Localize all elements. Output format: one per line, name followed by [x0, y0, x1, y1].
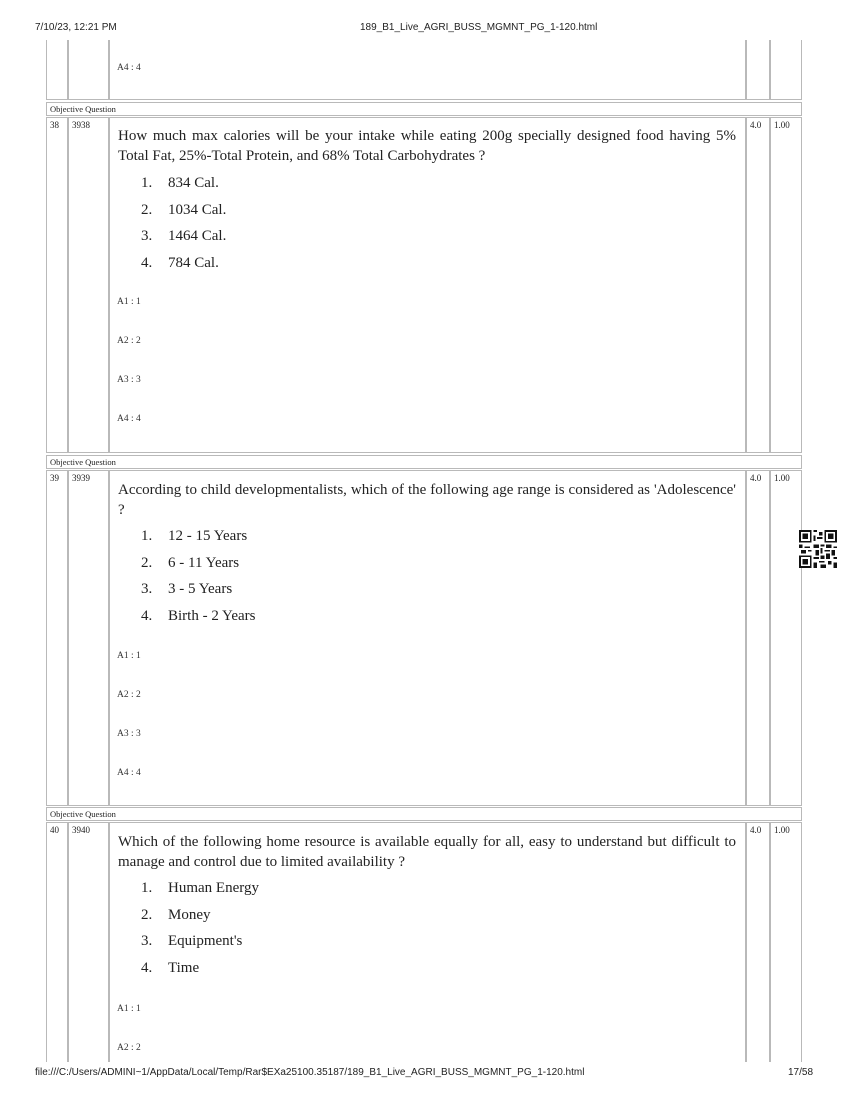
answer-key: A4 : 4 — [117, 414, 141, 424]
question-id: 3938 — [68, 117, 109, 453]
answer-key: A3 : 3 — [117, 375, 141, 385]
question-serial-number: 40 — [46, 822, 68, 1062]
carry-over-content-cell — [109, 40, 746, 100]
carry-over-negative-cell — [770, 40, 802, 100]
option-list — [141, 878, 259, 985]
question-marks: 4.0 — [746, 470, 770, 806]
carry-over-qid-cell — [68, 40, 109, 100]
answer-key: A1 : 1 — [117, 1004, 141, 1014]
option-item: 3. 3 - 5 Years — [141, 581, 233, 598]
question-type-label: Objective Question — [46, 807, 802, 821]
option-item: 4. 784 Cal. — [141, 255, 219, 272]
question-type-label: Objective Question — [46, 455, 802, 469]
answer-key: A1 : 1 — [117, 651, 141, 661]
option-item: 3. 1464 Cal. — [141, 228, 227, 245]
print-file-path: file:///C:/Users/ADMINI~1/AppData/Local/Temp/Rar$EXa25100.35187/189_B1_Live_AGRI_BUSS_MGMNT_PG_1-120.html — [35, 1067, 585, 1078]
question-negative-marks: 1.00 — [770, 822, 802, 1062]
question-serial-number: 38 — [46, 117, 68, 453]
option-item: 4. Time — [141, 960, 200, 977]
print-page-number: 17/58 — [788, 1067, 814, 1078]
option-item: 1. Human Energy — [141, 880, 259, 896]
question-serial-number: 39 — [46, 470, 68, 806]
option-list — [141, 173, 226, 280]
qr-code-icon — [799, 530, 837, 568]
answer-key: A1 : 1 — [117, 297, 141, 307]
option-item: 2. 6 - 11 Years — [141, 554, 240, 571]
question-type-label: Objective Question — [46, 102, 802, 116]
question-marks: 4.0 — [746, 822, 770, 1062]
question-content-cell — [109, 117, 746, 453]
question-id: 3940 — [68, 822, 109, 1062]
option-item: 2. 1034 Cal. — [141, 201, 227, 218]
question-text: How much max calories will be your intake while eating 200g specially designed food having 5% Total Fat, 25%-Total Protein, and 68% Total Carbohydrates ? — [118, 128, 736, 164]
question-negative-marks: 1.00 — [770, 470, 802, 806]
option-item: 2. Money — [141, 906, 211, 923]
option-item: 3. Equipment's — [141, 933, 243, 950]
print-filename: 189_B1_Live_AGRI_BUSS_MGMNT_PG_1-120.html — [360, 22, 598, 33]
print-datetime: 7/10/23, 12:21 PM — [35, 22, 117, 33]
option-item: 4. Birth - 2 Years — [141, 608, 256, 625]
answer-key: A2 : 2 — [117, 1043, 141, 1053]
answer-key: A4 : 4 — [117, 768, 141, 778]
answer-key: A3 : 3 — [117, 729, 141, 739]
carry-over-answer: A4 : 4 — [117, 63, 141, 73]
answer-key: A2 : 2 — [117, 690, 141, 700]
answer-key: A2 : 2 — [117, 336, 141, 346]
option-list — [141, 526, 256, 633]
option-item: 1. 834 Cal. — [141, 175, 219, 191]
question-content-cell — [109, 470, 746, 806]
carry-over-sno-cell — [46, 40, 68, 100]
carry-over-marks-cell — [746, 40, 770, 100]
option-item: 1. 12 - 15 Years — [141, 528, 248, 544]
question-text: According to child developmentalists, which of the following age range is considered as 'Adolescence' ? — [118, 482, 736, 518]
question-id: 3939 — [68, 470, 109, 806]
question-negative-marks: 1.00 — [770, 117, 802, 453]
question-marks: 4.0 — [746, 117, 770, 453]
question-text: Which of the following home resource is available equally for all, easy to understand but difficult to manage and control due to limited availability ? — [118, 834, 736, 870]
